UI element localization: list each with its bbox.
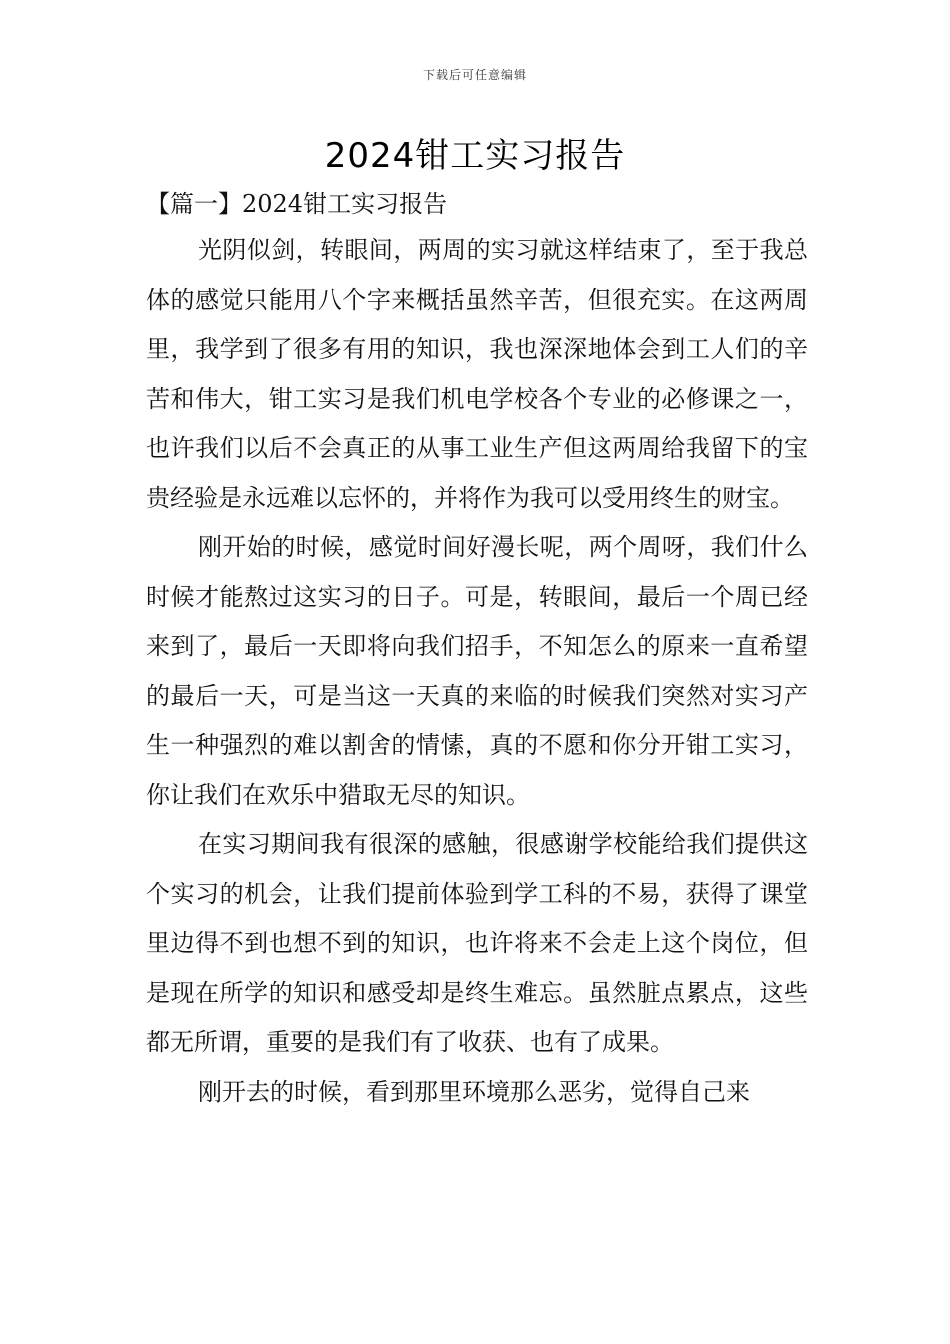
header-note: 下载后可任意编辑 — [422, 68, 527, 82]
paragraph-4: 刚开去的时候，看到那里环境那么恶劣，觉得自己来 — [198, 1077, 750, 1106]
paragraph-3: 在实习期间我有很深的感触，很感谢学校能给我们提供这个实习的机会，让我们提前体验到学工科的不易，获得了课堂里边得不到也想不到的知识，也许将来不会走上这个岗位，但是现在所学的知识和感受却是终生难忘。虽然脏点累点，这些都无所谓，重要的是我们有了收获、也有了成果。 — [146, 830, 808, 1056]
document-title: 2024钳工实习报告 — [324, 136, 626, 176]
body-text — [146, 226, 808, 1117]
paragraph-1: 光阴似剑，转眼间，两周的实习就这样结束了，至于我总体的感觉只能用八个字来概括虽然辛苦，但很充实。在这两周里，我学到了很多有用的知识，我也深深地体会到工人们的辛苦和伟大，钳工实习是我们机电学校各个专业的必修课之一，也许我们以后不会真正的从事工业生产但这两周给我留下的宝贵经验是永远难以忘怀的，并将作为我可以受用终生的财宝。 — [146, 236, 808, 512]
paragraph-2: 刚开始的时候，感觉时间好漫长呢，两个周呀，我们什么时候才能熬过这实习的日子。可是，转眼间，最后一个周已经来到了，最后一天即将向我们招手，不知怎么的原来一直希望的最后一天，可是当这一天真的来临的时候我们突然对实习产生一种强烈的难以割舍的情愫，真的不愿和你分开钳工实习，你让我们在欢乐中猎取无尽的知识。 — [146, 533, 808, 809]
section-heading: 【篇一】2024钳工实习报告 — [146, 190, 448, 218]
